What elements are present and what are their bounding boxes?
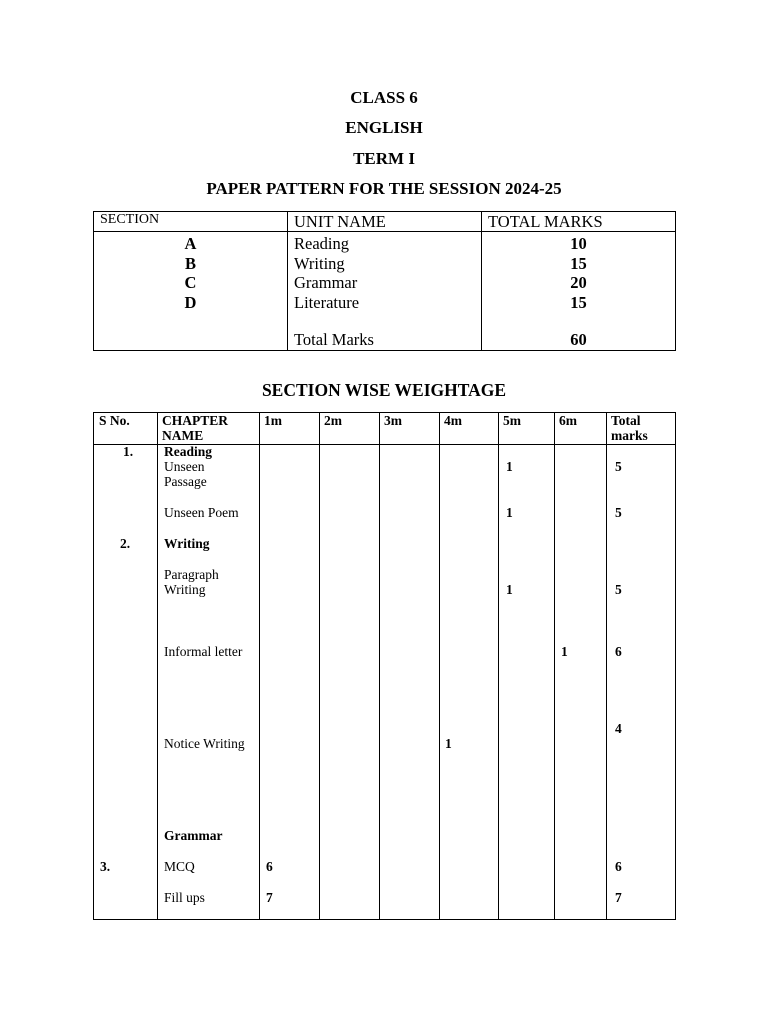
serial-number: 1.	[123, 444, 134, 459]
mark-5m: 1	[506, 459, 513, 474]
total-marks-label: Total Marks	[294, 330, 374, 350]
paper-pattern-table	[93, 211, 676, 351]
chapter-name: Reading	[164, 444, 213, 459]
column-header-sno: S No.	[94, 413, 158, 445]
chapter-name: Grammar	[164, 828, 223, 843]
column-header-3m: 3m	[380, 413, 440, 445]
unit-marks: 15	[570, 253, 587, 273]
total-mark: 6	[615, 859, 622, 874]
column-header-6m: 6m	[555, 413, 607, 445]
subject-heading: ENGLISH	[345, 118, 423, 137]
section-letter: B	[184, 253, 196, 273]
column-header-section: SECTION	[94, 212, 288, 232]
section-column	[94, 232, 288, 351]
unit-marks: 10	[570, 234, 587, 253]
total-mark: 5	[615, 505, 622, 520]
unit-column	[288, 232, 482, 351]
section-letter: A	[184, 234, 197, 253]
unit-name: Literature	[294, 292, 360, 312]
chapter-name: Paragraph Writing	[164, 567, 219, 598]
column-header-total-marks: TOTAL MARKS	[482, 212, 676, 232]
unit-marks: 20	[570, 273, 587, 293]
total-mark: 5	[615, 582, 622, 597]
table-header-row	[94, 212, 676, 232]
serial-number: 2.	[120, 536, 131, 551]
total-mark: 6	[615, 644, 622, 659]
section-letter: C	[184, 273, 197, 293]
mark-5m: 1	[506, 505, 513, 520]
unit-marks: 15	[570, 292, 587, 312]
column-header-unit-name: UNIT NAME	[288, 212, 482, 232]
chapter-name: Writing	[164, 536, 210, 551]
chapter-name: Unseen Poem	[164, 505, 239, 520]
chapter-name: Fill ups	[164, 890, 205, 905]
chapter-name: Notice Writing	[164, 736, 245, 751]
chapter-name: Informal letter	[164, 644, 243, 659]
section-letter: D	[184, 292, 197, 312]
unit-name: Writing	[294, 253, 345, 273]
column-header-total: Total marks	[607, 413, 676, 445]
weightage-table-body	[93, 412, 675, 920]
weightage-heading: SECTION WISE WEIGHTAGE	[261, 380, 507, 400]
column-header-chapter: CHAPTER NAME	[158, 413, 260, 445]
total-mark: 4	[615, 721, 622, 736]
mark-6m: 1	[561, 644, 568, 659]
unit-name: Reading	[294, 234, 349, 253]
total-mark: 5	[615, 459, 622, 474]
session-heading: PAPER PATTERN FOR THE SESSION 2024-25	[206, 179, 562, 198]
mark-1m: 7	[266, 890, 273, 905]
class-heading: CLASS 6	[350, 88, 418, 107]
mark-5m: 1	[506, 582, 513, 597]
unit-name: Grammar	[294, 273, 358, 293]
chapter-name: MCQ	[164, 859, 195, 874]
marks-column	[482, 232, 676, 351]
column-header-1m: 1m	[260, 413, 320, 445]
serial-number: 3.	[100, 859, 111, 874]
term-heading: TERM I	[353, 149, 415, 168]
mark-1m: 6	[266, 859, 273, 874]
column-header-2m: 2m	[320, 413, 380, 445]
chapter-name: Unseen Passage	[164, 459, 207, 490]
column-header-4m: 4m	[440, 413, 499, 445]
total-mark: 7	[615, 890, 622, 905]
total-marks-value: 60	[570, 330, 587, 350]
mark-4m: 1	[445, 736, 452, 751]
column-header-5m: 5m	[499, 413, 555, 445]
